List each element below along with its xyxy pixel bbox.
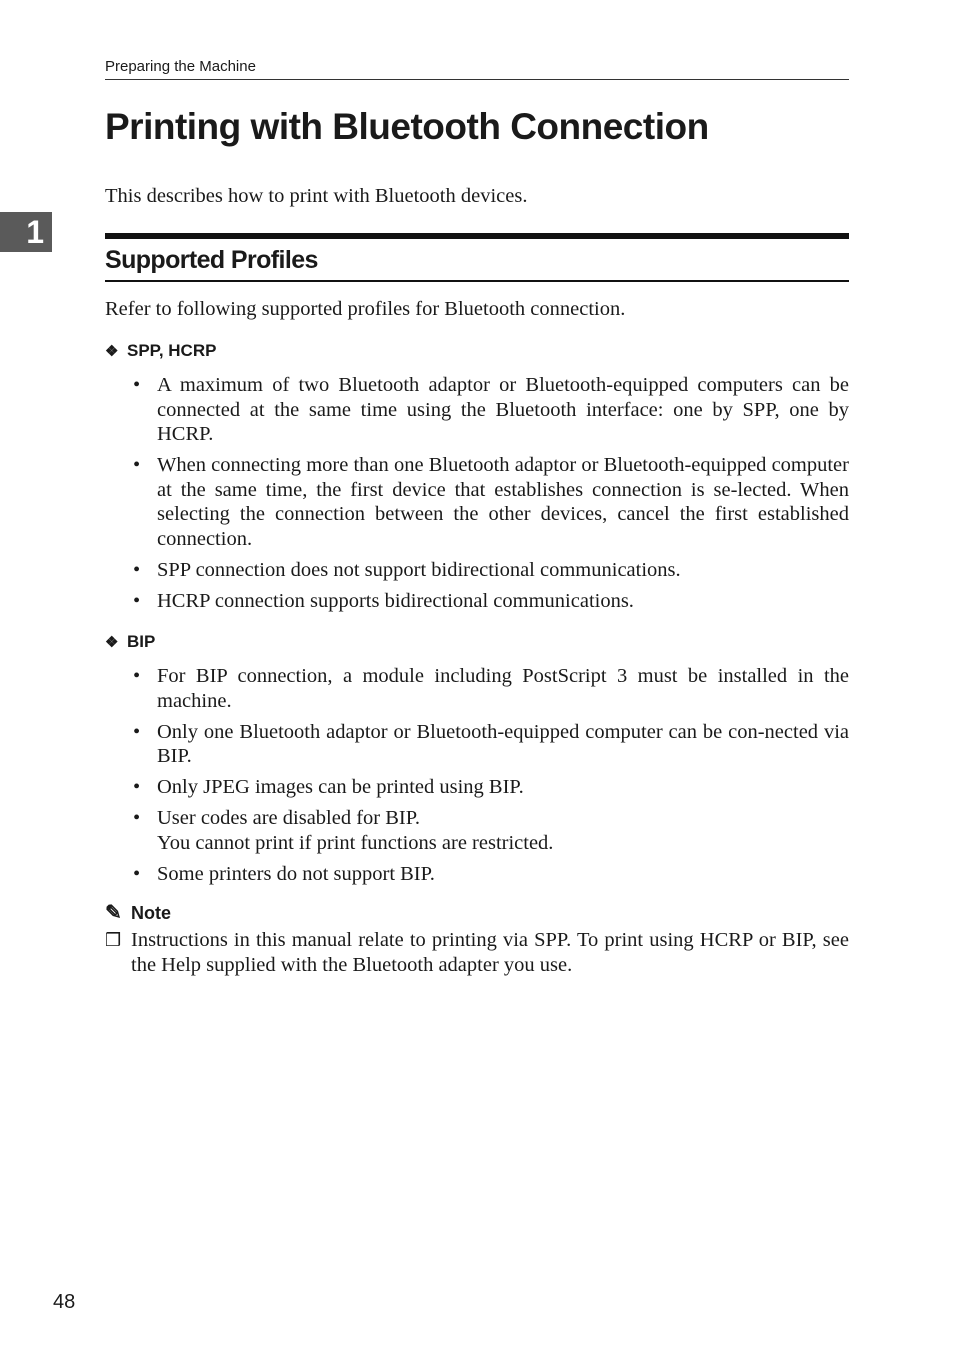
bullet-dot-icon: • [133, 862, 141, 885]
chapter-tab: 1 [0, 212, 52, 252]
list-item-text: SPP connection does not support bidirectional communications. [157, 558, 681, 581]
list-item-text: Only one Bluetooth adaptor or Bluetooth-equipped computer can be con-nected via BIP. [157, 720, 849, 767]
checkbox-square-icon: ❒ [105, 930, 122, 950]
intro-paragraph: This describes how to print with Bluetooth devices. [105, 185, 528, 207]
list-item-text: When connecting more than one Bluetooth adaptor or Bluetooth-equipped computer at the same time, the first device that establishes connection is se-lected. When selecting the connection between the other devices, cancel the first established connection. [157, 454, 849, 550]
bullet-dot-icon: • [133, 589, 141, 612]
subsection-heading [105, 631, 849, 654]
page-title: Printing with Bluetooth Connection [105, 106, 709, 147]
diamond-bullet-icon: ❖ [105, 634, 119, 651]
subsection-heading [105, 340, 849, 363]
bullet-dot-icon: • [133, 454, 141, 476]
list-item-text: Only JPEG images can be printed using BIP. [157, 776, 524, 798]
list-item [105, 558, 849, 583]
list-item-text: Some printers do not support BIP. [157, 862, 435, 885]
subsection-spp-hcrp [105, 340, 849, 620]
note-text: Instructions in this manual relate to printing via SPP. To print using HCRP or BIP, see the Help supplied with the Bluetooth adapter you use. [131, 929, 849, 976]
note-heading [105, 900, 849, 926]
list-item [105, 373, 849, 447]
subsection-title: BIP [127, 632, 156, 651]
list-item [105, 453, 849, 551]
list-item [105, 806, 849, 855]
diamond-bullet-icon: ❖ [105, 343, 119, 360]
pencil-icon: ✎ [105, 902, 122, 924]
list-item-text: User codes are disabled for BIP. [157, 807, 421, 829]
list-item [105, 775, 849, 800]
bullet-dot-icon: • [133, 665, 141, 687]
list-item [105, 862, 849, 887]
bullet-dot-icon: • [133, 558, 141, 581]
list-item [105, 664, 849, 713]
bullet-dot-icon: • [133, 807, 141, 829]
running-header: Preparing the Machine [105, 57, 849, 80]
section-title: Supported Profiles [105, 246, 318, 274]
list-item [105, 589, 849, 614]
subsection-bip [105, 631, 849, 893]
list-item-text: HCRP connection supports bidirectional communications. [157, 589, 634, 612]
list-item-text: A maximum of two Bluetooth adaptor or Bluetooth-equipped computers can be connected at the same time using the Bluetooth interface: one by SPP, one by HCRP. [157, 374, 849, 445]
bullet-dot-icon: • [133, 720, 141, 743]
subsection-title: SPP, HCRP [127, 341, 217, 360]
section-heading-bar [105, 233, 849, 282]
note-item [105, 928, 849, 977]
bullet-list [105, 664, 849, 886]
note-title: Note [131, 903, 171, 923]
page-number: 48 [53, 1291, 76, 1313]
list-item-continuation: You cannot print if print functions are restricted. [157, 831, 554, 854]
bullet-dot-icon: • [133, 374, 141, 396]
list-item [105, 720, 849, 769]
note-block [105, 900, 849, 977]
bullet-dot-icon: • [133, 776, 141, 798]
bullet-list [105, 373, 849, 613]
list-item-text: For BIP connection, a module including PostScript 3 must be installed in the machine. [157, 665, 849, 712]
section-intro: Refer to following supported profiles for Bluetooth connection. [105, 298, 626, 320]
